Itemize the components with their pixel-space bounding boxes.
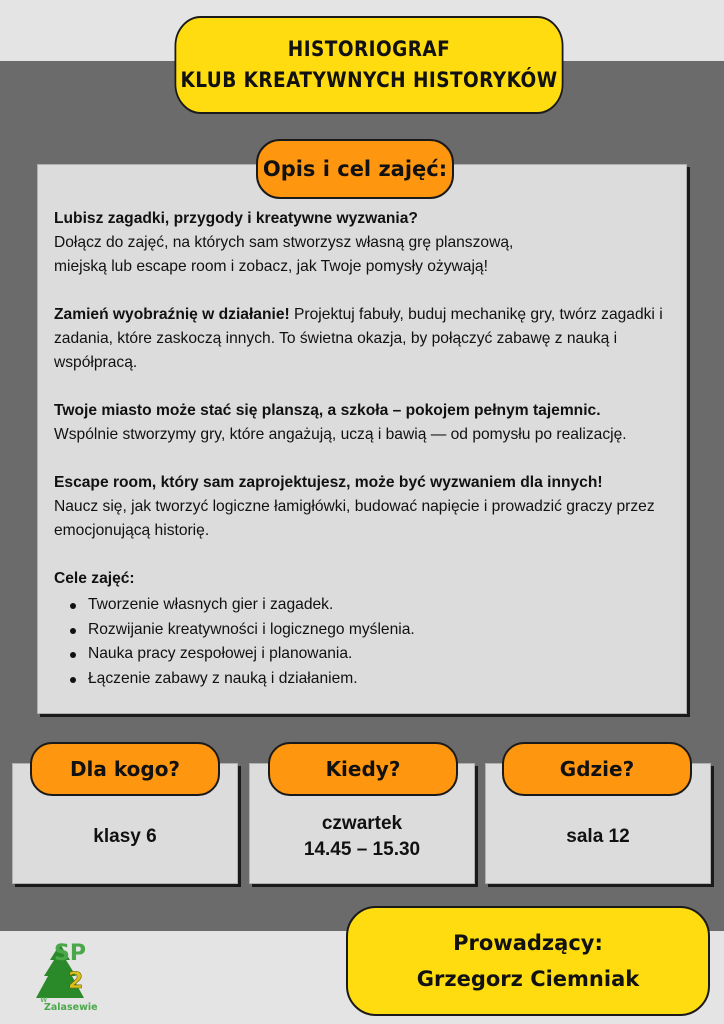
description-heading: Opis i cel zajęć: [256, 139, 454, 199]
paragraph-2 [54, 303, 670, 375]
goal-item: Rozwijanie kreatywności i logicznego myślenia. [68, 618, 670, 643]
title-line-1: HISTORIOGRAF [287, 37, 451, 61]
school-logo [32, 938, 102, 1012]
leader-banner [346, 906, 710, 1016]
description-card [37, 164, 687, 714]
leader-label: Prowadzący: [453, 931, 603, 955]
logo-town: Zalasewie [44, 1002, 98, 1012]
paragraph-1-bold: Lubisz zagadki, przygody i kreatywne wyzwania? [54, 210, 418, 227]
logo-prefix: w [40, 995, 48, 1005]
when-day: czwartek [321, 812, 403, 834]
who-heading: Dla kogo? [30, 742, 220, 796]
goals-title: Cele zajęć: [54, 570, 135, 587]
goal-item: Tworzenie własnych gier i zagadek. [68, 593, 670, 618]
paragraph-2-bold: Zamień wyobraźnię w działanie! [54, 306, 290, 323]
who-value: klasy 6 [93, 825, 157, 847]
leader-name: Grzegorz Ciemniak [416, 967, 640, 991]
where-value: sala 12 [566, 825, 630, 847]
paragraph-4 [54, 471, 670, 543]
goal-item: Łączenie zabawy z nauką i działaniem. [68, 667, 670, 692]
paragraph-2-text: Projektuj fabuły, buduj mechanikę gry, twórz zagadki i zadania, które zaskoczą innych. To świetna okazja, by połączyć zabawę z nauką i współpracą. [54, 306, 663, 371]
title-banner [175, 16, 564, 114]
paragraph-3-bold: Twoje miasto może stać się planszą, a szkoła – pokojem pełnym tajemnic. [54, 402, 601, 419]
paragraph-3 [54, 399, 670, 447]
when-value [304, 811, 420, 863]
goals-list [54, 593, 670, 691]
goal-item: Nauka pracy zespołowej i planowania. [68, 642, 670, 667]
paragraph-1 [54, 207, 670, 279]
paragraph-1-line-3: miejską lub escape room i zobacz, jak Twoje pomysły ożywają! [54, 258, 488, 275]
paragraph-3-text: Wspólnie stworzymy gry, które angażują, uczą i bawią — od pomysłu po realizację. [54, 426, 627, 443]
paragraph-4-bold: Escape room, który sam zaprojektujesz, może być wyzwaniem dla innych! [54, 474, 603, 491]
paragraph-1-line-2: Dołącz do zajęć, na których sam stworzysz własną grę planszową, [54, 234, 514, 251]
logo-number: 2 [68, 969, 84, 994]
paragraph-4-text: Naucz się, jak tworzyć logiczne łamigłówki, budować napięcie i prowadzić graczy przez emocjonującą historię. [54, 498, 655, 539]
title-line-2: KLUB KREATYWNYCH HISTORYKÓW [180, 68, 558, 92]
when-heading: Kiedy? [268, 742, 458, 796]
when-time: 14.45 – 15.30 [303, 838, 421, 860]
logo-letters: SP [54, 941, 86, 966]
where-heading: Gdzie? [502, 742, 692, 796]
